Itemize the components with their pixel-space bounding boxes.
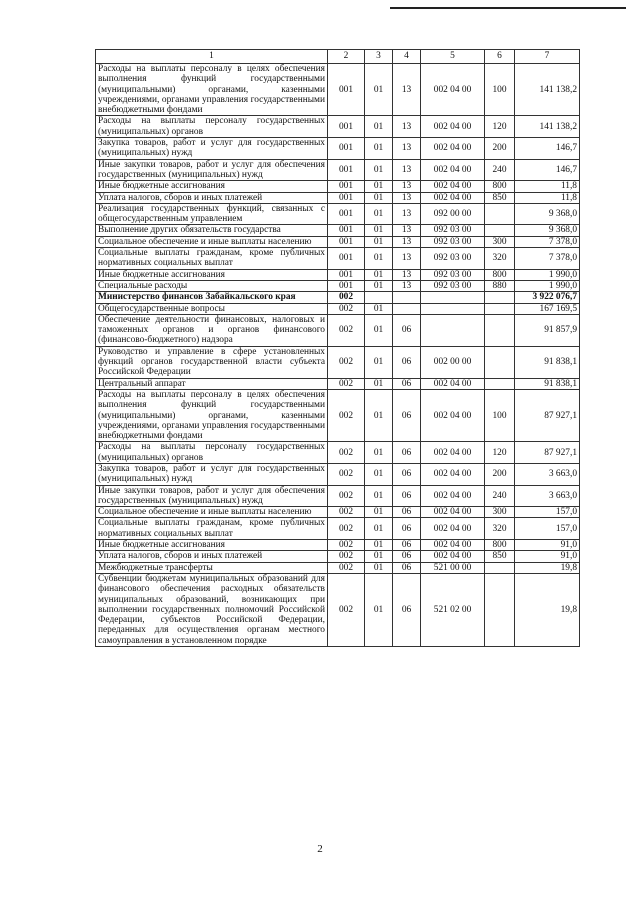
cell-rz: 01 — [365, 192, 393, 203]
cell-pr: 06 — [393, 463, 421, 485]
table-row — [96, 292, 580, 303]
cell-csr: 002 04 00 — [421, 551, 485, 562]
table-row — [96, 138, 580, 160]
cell-rz: 01 — [365, 269, 393, 280]
cell-name: Реализация государственных функций, связанных с общегосударственным управлением — [96, 203, 328, 225]
cell-ved: 002 — [328, 551, 365, 562]
cell-rz: 01 — [365, 64, 393, 116]
budget-table — [95, 49, 580, 647]
cell-sum: 3 663,0 — [515, 463, 580, 485]
cell-pr: 13 — [393, 236, 421, 247]
cell-vr: 100 — [485, 389, 515, 441]
cell-vr: 320 — [485, 248, 515, 270]
table-row — [96, 225, 580, 236]
cell-ved: 002 — [328, 378, 365, 389]
cell-csr: 092 03 00 — [421, 225, 485, 236]
cell-name: Расходы на выплаты персоналу государственных (муниципальных) органов — [96, 442, 328, 464]
cell-ved: 002 — [328, 507, 365, 518]
table-row — [96, 64, 580, 116]
header-cell-ved: 2 — [328, 50, 365, 64]
cell-name: Иные бюджетные ассигнования — [96, 540, 328, 551]
cell-name: Расходы на выплаты персоналу в целях обеспечения выполнения функций государственными (муниципальными) органами, казенными учреждениями, органами управления государственными внебюджетными фондами — [96, 64, 328, 116]
table-row — [96, 280, 580, 291]
cell-pr: 06 — [393, 573, 421, 646]
cell-name: Специальные расходы — [96, 280, 328, 291]
cell-sum: 7 378,0 — [515, 236, 580, 247]
cell-ved: 002 — [328, 442, 365, 464]
cell-rz: 01 — [365, 378, 393, 389]
cell-name: Закупка товаров, работ и услуг для государственных (муниципальных) нужд — [96, 138, 328, 160]
cell-name: Центральный аппарат — [96, 378, 328, 389]
top-decorative-rule — [390, 7, 626, 9]
cell-sum: 146,7 — [515, 159, 580, 181]
cell-name: Расходы на выплаты персоналу государственных (муниципальных) органов — [96, 116, 328, 138]
cell-vr — [485, 573, 515, 646]
table-row — [96, 159, 580, 181]
cell-ved: 001 — [328, 181, 365, 192]
cell-csr: 002 04 00 — [421, 389, 485, 441]
cell-rz: 01 — [365, 314, 393, 346]
cell-name: Руководство и управление в сфере установленных функций органов государственной власти субъекта Российской Федерации — [96, 346, 328, 378]
cell-ved: 002 — [328, 463, 365, 485]
cell-csr — [421, 303, 485, 314]
cell-vr — [485, 203, 515, 225]
cell-rz: 01 — [365, 303, 393, 314]
cell-sum: 1 990,0 — [515, 269, 580, 280]
cell-rz: 01 — [365, 463, 393, 485]
cell-name: Обеспечение деятельности финансовых, налоговых и таможенных органов и органов финансового (финансово-бюджетного) надзора — [96, 314, 328, 346]
cell-name: Иные бюджетные ассигнования — [96, 181, 328, 192]
header-cell-vr: 6 — [485, 50, 515, 64]
table-row — [96, 303, 580, 314]
cell-vr — [485, 378, 515, 389]
table-row — [96, 203, 580, 225]
cell-ved: 001 — [328, 269, 365, 280]
header-cell-sum: 7 — [515, 50, 580, 64]
cell-pr: 06 — [393, 507, 421, 518]
cell-rz: 01 — [365, 116, 393, 138]
cell-csr: 002 04 00 — [421, 192, 485, 203]
cell-ved: 001 — [328, 203, 365, 225]
cell-ved: 002 — [328, 292, 365, 303]
cell-ved: 001 — [328, 159, 365, 181]
cell-name: Выполнение других обязательств государства — [96, 225, 328, 236]
cell-vr — [485, 562, 515, 573]
cell-sum: 87 927,1 — [515, 442, 580, 464]
cell-vr: 120 — [485, 116, 515, 138]
cell-ved: 002 — [328, 389, 365, 441]
cell-vr: 850 — [485, 551, 515, 562]
cell-csr: 002 04 00 — [421, 442, 485, 464]
cell-pr: 13 — [393, 192, 421, 203]
cell-name: Иные закупки товаров, работ и услуг для обеспечения государственных (муниципальных) нужд — [96, 159, 328, 181]
table-row — [96, 389, 580, 441]
cell-csr: 092 03 00 — [421, 280, 485, 291]
cell-sum: 9 368,0 — [515, 225, 580, 236]
cell-rz: 01 — [365, 236, 393, 247]
cell-pr: 06 — [393, 485, 421, 507]
cell-ved: 002 — [328, 518, 365, 540]
table-row — [96, 551, 580, 562]
cell-name: Общегосударственные вопросы — [96, 303, 328, 314]
header-cell-rz: 3 — [365, 50, 393, 64]
cell-csr: 092 03 00 — [421, 269, 485, 280]
cell-ved: 002 — [328, 303, 365, 314]
cell-pr: 06 — [393, 551, 421, 562]
cell-sum: 91,0 — [515, 551, 580, 562]
table-row — [96, 116, 580, 138]
cell-vr: 240 — [485, 485, 515, 507]
cell-sum: 3 922 076,7 — [515, 292, 580, 303]
table-row — [96, 378, 580, 389]
cell-name: Социальные выплаты гражданам, кроме публичных нормативных социальных выплат — [96, 248, 328, 270]
cell-ved: 002 — [328, 562, 365, 573]
cell-pr: 06 — [393, 540, 421, 551]
cell-pr: 06 — [393, 314, 421, 346]
cell-pr: 13 — [393, 159, 421, 181]
cell-sum: 91 857,9 — [515, 314, 580, 346]
cell-csr: 002 04 00 — [421, 463, 485, 485]
cell-ved: 001 — [328, 138, 365, 160]
cell-name: Уплата налогов, сборов и иных платежей — [96, 551, 328, 562]
cell-name: Субвенции бюджетам муниципальных образований для финансового обеспечения расходных обязательств муниципальных образований, возникающих при выполнении государственных полномочий Российской Федерации, субъектов Российской Федерации, переданных для осуществления органам местного самоуправления в установленном порядке — [96, 573, 328, 646]
cell-csr: 521 02 00 — [421, 573, 485, 646]
cell-csr: 092 03 00 — [421, 236, 485, 247]
cell-csr: 002 04 00 — [421, 485, 485, 507]
cell-csr — [421, 314, 485, 346]
cell-sum: 11,8 — [515, 181, 580, 192]
cell-rz: 01 — [365, 280, 393, 291]
cell-csr: 002 04 00 — [421, 159, 485, 181]
cell-sum: 3 663,0 — [515, 485, 580, 507]
cell-csr: 092 03 00 — [421, 248, 485, 270]
cell-rz: 01 — [365, 507, 393, 518]
cell-pr: 13 — [393, 203, 421, 225]
cell-csr: 002 04 00 — [421, 518, 485, 540]
cell-vr — [485, 314, 515, 346]
cell-vr: 120 — [485, 442, 515, 464]
table-row — [96, 346, 580, 378]
table-row — [96, 463, 580, 485]
cell-sum: 7 378,0 — [515, 248, 580, 270]
cell-sum: 157,0 — [515, 518, 580, 540]
cell-sum: 146,7 — [515, 138, 580, 160]
cell-pr: 13 — [393, 64, 421, 116]
cell-sum: 19,8 — [515, 562, 580, 573]
cell-name: Иные бюджетные ассигнования — [96, 269, 328, 280]
cell-csr — [421, 292, 485, 303]
cell-sum: 87 927,1 — [515, 389, 580, 441]
table-row — [96, 314, 580, 346]
cell-pr — [393, 303, 421, 314]
cell-name: Социальные выплаты гражданам, кроме публичных нормативных социальных выплат — [96, 518, 328, 540]
header-cell-csr: 5 — [421, 50, 485, 64]
table-row — [96, 236, 580, 247]
header-cell-pr: 4 — [393, 50, 421, 64]
cell-pr: 06 — [393, 442, 421, 464]
table-row — [96, 442, 580, 464]
cell-sum: 11,8 — [515, 192, 580, 203]
cell-vr: 100 — [485, 64, 515, 116]
cell-vr: 240 — [485, 159, 515, 181]
cell-vr: 300 — [485, 236, 515, 247]
cell-sum: 141 138,2 — [515, 64, 580, 116]
cell-ved: 001 — [328, 192, 365, 203]
cell-vr: 320 — [485, 518, 515, 540]
cell-csr: 002 04 00 — [421, 181, 485, 192]
cell-ved: 002 — [328, 485, 365, 507]
cell-sum: 9 368,0 — [515, 203, 580, 225]
table-body — [96, 50, 580, 647]
cell-csr: 521 00 00 — [421, 562, 485, 573]
page-number: 2 — [317, 843, 323, 855]
cell-vr: 880 — [485, 280, 515, 291]
cell-rz: 01 — [365, 248, 393, 270]
table-row — [96, 507, 580, 518]
cell-rz: 01 — [365, 389, 393, 441]
cell-vr — [485, 346, 515, 378]
cell-csr: 002 04 00 — [421, 138, 485, 160]
cell-vr: 800 — [485, 540, 515, 551]
cell-sum: 91 838,1 — [515, 346, 580, 378]
cell-pr — [393, 292, 421, 303]
cell-rz — [365, 292, 393, 303]
cell-name: Уплата налогов, сборов и иных платежей — [96, 192, 328, 203]
cell-pr: 13 — [393, 116, 421, 138]
cell-pr: 13 — [393, 280, 421, 291]
table-row — [96, 192, 580, 203]
cell-ved: 001 — [328, 225, 365, 236]
cell-csr: 002 04 00 — [421, 64, 485, 116]
cell-csr: 002 04 00 — [421, 378, 485, 389]
cell-csr: 002 04 00 — [421, 540, 485, 551]
table-row — [96, 181, 580, 192]
cell-pr: 13 — [393, 138, 421, 160]
cell-csr: 002 04 00 — [421, 116, 485, 138]
cell-name: Иные закупки товаров, работ и услуг для обеспечения государственных (муниципальных) нужд — [96, 485, 328, 507]
cell-vr: 300 — [485, 507, 515, 518]
cell-rz: 01 — [365, 181, 393, 192]
table-row — [96, 485, 580, 507]
cell-vr: 200 — [485, 463, 515, 485]
cell-sum: 1 990,0 — [515, 280, 580, 291]
cell-sum: 167 169,5 — [515, 303, 580, 314]
table-row — [96, 540, 580, 551]
cell-ved: 002 — [328, 346, 365, 378]
table-row — [96, 573, 580, 646]
cell-name: Закупка товаров, работ и услуг для государственных (муниципальных) нужд — [96, 463, 328, 485]
cell-pr: 06 — [393, 518, 421, 540]
cell-pr: 13 — [393, 248, 421, 270]
cell-vr — [485, 303, 515, 314]
cell-pr: 13 — [393, 269, 421, 280]
cell-name: Расходы на выплаты персоналу в целях обеспечения выполнения функций государственными (муниципальными) органами, казенными учреждениями, органами управления государственными внебюджетными фондами — [96, 389, 328, 441]
cell-sum: 91 838,1 — [515, 378, 580, 389]
header-cell-name: 1 — [96, 50, 328, 64]
cell-vr — [485, 225, 515, 236]
cell-vr: 800 — [485, 181, 515, 192]
cell-rz: 01 — [365, 540, 393, 551]
cell-name: Межбюджетные трансферты — [96, 562, 328, 573]
cell-sum: 141 138,2 — [515, 116, 580, 138]
table-row — [96, 518, 580, 540]
table-row — [96, 269, 580, 280]
cell-rz: 01 — [365, 225, 393, 236]
cell-rz: 01 — [365, 203, 393, 225]
cell-pr: 06 — [393, 562, 421, 573]
cell-ved: 002 — [328, 540, 365, 551]
cell-rz: 01 — [365, 159, 393, 181]
cell-rz: 01 — [365, 346, 393, 378]
cell-rz: 01 — [365, 562, 393, 573]
cell-vr: 200 — [485, 138, 515, 160]
cell-name: Социальное обеспечение и иные выплаты населению — [96, 236, 328, 247]
cell-rz: 01 — [365, 138, 393, 160]
cell-pr: 06 — [393, 346, 421, 378]
cell-pr: 06 — [393, 389, 421, 441]
cell-rz: 01 — [365, 573, 393, 646]
cell-vr — [485, 292, 515, 303]
cell-ved: 001 — [328, 236, 365, 247]
cell-pr: 06 — [393, 378, 421, 389]
cell-ved: 001 — [328, 248, 365, 270]
cell-pr: 13 — [393, 225, 421, 236]
cell-rz: 01 — [365, 485, 393, 507]
cell-rz: 01 — [365, 551, 393, 562]
cell-name: Социальное обеспечение и иные выплаты населению — [96, 507, 328, 518]
cell-csr: 002 00 00 — [421, 346, 485, 378]
table-row — [96, 248, 580, 270]
cell-sum: 19,8 — [515, 573, 580, 646]
cell-vr: 800 — [485, 269, 515, 280]
cell-csr: 002 04 00 — [421, 507, 485, 518]
cell-name: Министерство финансов Забайкальского края — [96, 292, 328, 303]
cell-pr: 13 — [393, 181, 421, 192]
cell-rz: 01 — [365, 442, 393, 464]
cell-ved: 002 — [328, 573, 365, 646]
table-row — [96, 562, 580, 573]
cell-vr: 850 — [485, 192, 515, 203]
cell-csr: 092 00 00 — [421, 203, 485, 225]
table-header-row — [96, 50, 580, 64]
cell-ved: 001 — [328, 116, 365, 138]
cell-ved: 002 — [328, 314, 365, 346]
cell-ved: 001 — [328, 64, 365, 116]
cell-sum: 91,0 — [515, 540, 580, 551]
cell-sum: 157,0 — [515, 507, 580, 518]
cell-ved: 001 — [328, 280, 365, 291]
cell-rz: 01 — [365, 518, 393, 540]
